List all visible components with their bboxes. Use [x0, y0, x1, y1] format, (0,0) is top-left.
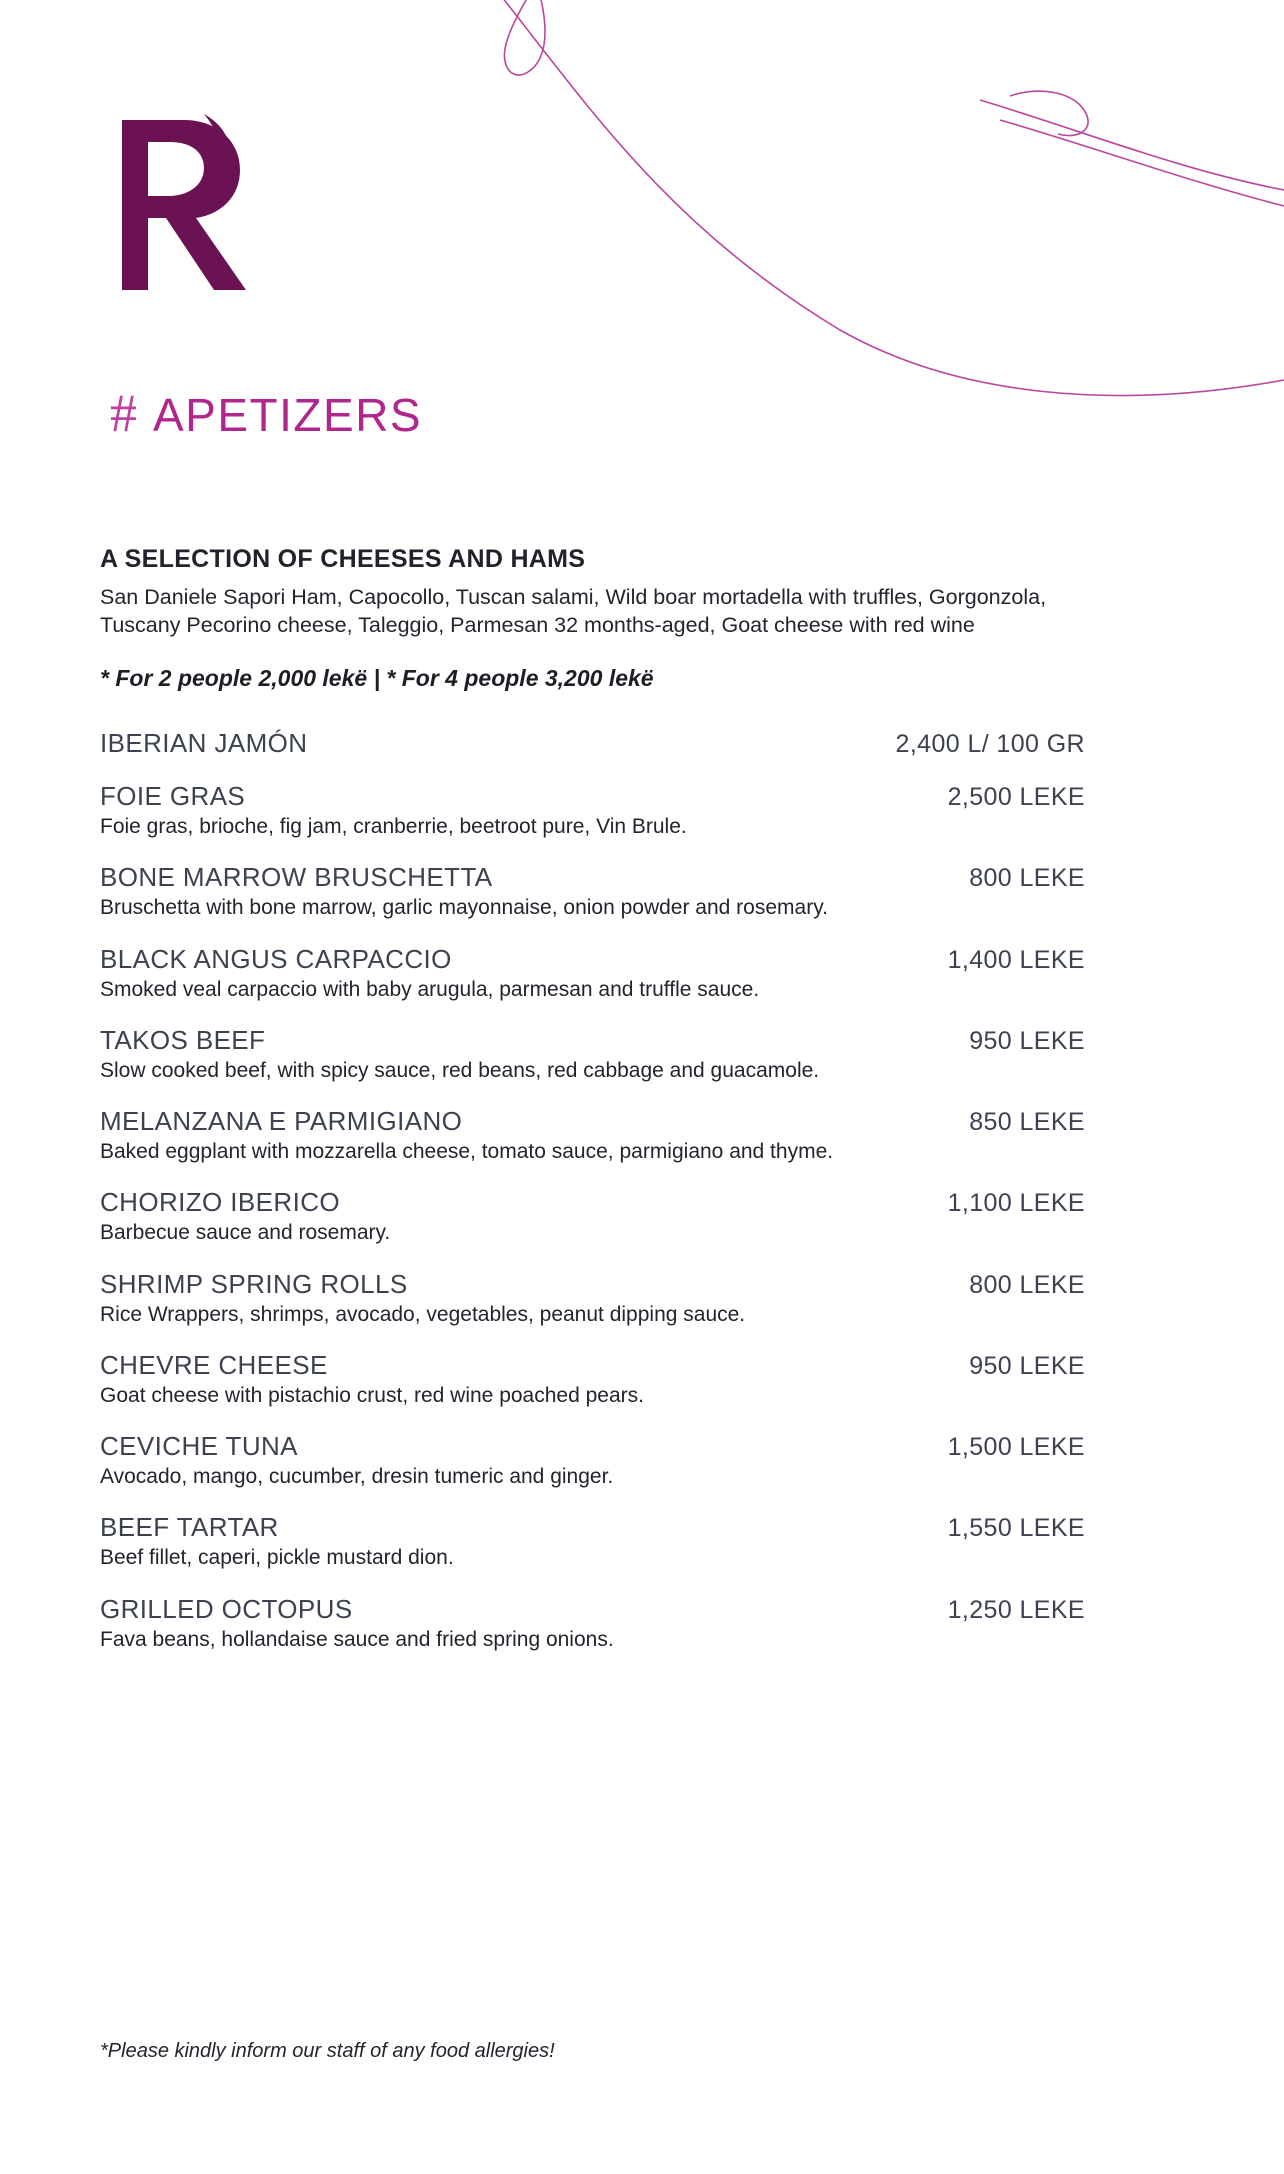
menu-item: [100, 1187, 1085, 1246]
menu-item-row: [100, 1187, 1085, 1218]
restaurant-logo: [104, 112, 274, 302]
feature-description: San Daniele Sapori Ham, Capocollo, Tuscan salami, Wild boar mortadella with truffles, Gorgonzola, Tuscany Pecorino cheese, Taleggio, Parmesan 32 months-aged, Goat cheese with red wine: [100, 585, 1047, 637]
menu-item-price: 850 LEKE: [969, 1108, 1085, 1137]
menu-item-price: 1,500 LEKE: [947, 1433, 1085, 1462]
menu-item-row: [100, 1431, 1085, 1462]
menu-item-description: Goat cheese with pistachio crust, red wine poached pears.: [100, 1383, 644, 1407]
feature-item: [100, 545, 1085, 692]
menu-item-description: Baked eggplant with mozzarella cheese, tomato sauce, parmigiano and thyme.: [100, 1140, 834, 1164]
menu-item-name: BONE MARROW BRUSCHETTA: [100, 862, 493, 893]
menu-item-description: Beef fillet, caperi, pickle mustard dion.: [100, 1546, 454, 1570]
menu-item-name: CHORIZO IBERICO: [100, 1187, 341, 1218]
menu-item-row: [100, 781, 1085, 812]
menu-item-price: 2,400 L/ 100 GR: [895, 730, 1085, 759]
hash-icon: #: [110, 383, 137, 443]
menu-item: [100, 781, 1085, 840]
menu-item-row: [100, 944, 1085, 975]
menu-item-row: [100, 728, 1085, 759]
menu-item-name: BEEF TARTAR: [100, 1512, 279, 1543]
menu-item-description: Fava beans, hollandaise sauce and fried spring onions.: [100, 1627, 614, 1651]
menu-item-price: 1,250 LEKE: [947, 1595, 1085, 1624]
menu-item-name: TAKOS BEEF: [100, 1024, 266, 1055]
menu-item: [100, 1431, 1085, 1490]
menu-item-description: Avocado, mango, cucumber, dresin tumeric and ginger.: [100, 1465, 614, 1489]
menu-item-price: 950 LEKE: [969, 1026, 1085, 1055]
menu-item-row: [100, 1512, 1085, 1543]
menu-item: [100, 1350, 1085, 1409]
menu-item-name: FOIE GRAS: [100, 781, 246, 812]
menu-item-price: 800 LEKE: [969, 1270, 1085, 1299]
menu-item: [100, 944, 1085, 1003]
menu-item: [100, 1106, 1085, 1165]
menu-item-price: 1,400 LEKE: [947, 945, 1085, 974]
menu-item: [100, 1512, 1085, 1571]
menu-item-price: 950 LEKE: [969, 1351, 1085, 1380]
menu-item-name: IBERIAN JAMÓN: [100, 728, 308, 759]
menu-item-description: Bruschetta with bone marrow, garlic mayonnaise, onion powder and rosemary.: [100, 896, 828, 920]
menu-item-price: 1,550 LEKE: [947, 1514, 1085, 1543]
menu-item-name: GRILLED OCTOPUS: [100, 1593, 353, 1624]
menu-item-description: Slow cooked beef, with spicy sauce, red beans, red cabbage and guacamole.: [100, 1058, 820, 1082]
menu-item-description: Foie gras, brioche, fig jam, cranberrie, beetroot pure, Vin Brule.: [100, 815, 687, 839]
menu-item-name: SHRIMP SPRING ROLLS: [100, 1268, 408, 1299]
menu-item-name: CEVICHE TUNA: [100, 1431, 298, 1462]
menu-item: [100, 862, 1085, 921]
menu-item-price: 2,500 LEKE: [947, 783, 1085, 812]
menu-item-row: [100, 1025, 1085, 1056]
menu-item: [100, 1269, 1085, 1328]
feature-price-note: * For 2 people 2,000 lekë | * For 4 people 3,200 lekë: [100, 665, 654, 692]
menu-item-row: [100, 1106, 1085, 1137]
menu-item-row: [100, 1594, 1085, 1625]
section-heading: [110, 383, 423, 443]
menu-item: [100, 1025, 1085, 1084]
menu-item-description: Rice Wrappers, shrimps, avocado, vegetables, peanut dipping sauce.: [100, 1302, 746, 1326]
allergy-footnote: *Please kindly inform our staff of any food allergies!: [100, 2040, 555, 2062]
menu-item-row: [100, 1350, 1085, 1381]
menu-item-description: Smoked veal carpaccio with baby arugula, parmesan and truffle sauce.: [100, 977, 760, 1001]
menu-item-name: CHEVRE CHEESE: [100, 1349, 328, 1380]
menu-list: [100, 545, 1085, 1675]
section-title: APETIZERS: [153, 389, 423, 441]
menu-item-price: 800 LEKE: [969, 864, 1085, 893]
menu-item: [100, 728, 1085, 759]
menu-item-name: BLACK ANGUS CARPACCIO: [100, 943, 452, 974]
menu-item-name: MELANZANA E PARMIGIANO: [100, 1106, 463, 1137]
feature-title: A SELECTION OF CHEESES AND HAMS: [100, 545, 586, 573]
menu-item-row: [100, 1269, 1085, 1300]
menu-item-row: [100, 862, 1085, 893]
menu-item-price: 1,100 LEKE: [947, 1189, 1085, 1218]
menu-item: [100, 1594, 1085, 1653]
menu-item-description: Barbecue sauce and rosemary.: [100, 1221, 391, 1245]
